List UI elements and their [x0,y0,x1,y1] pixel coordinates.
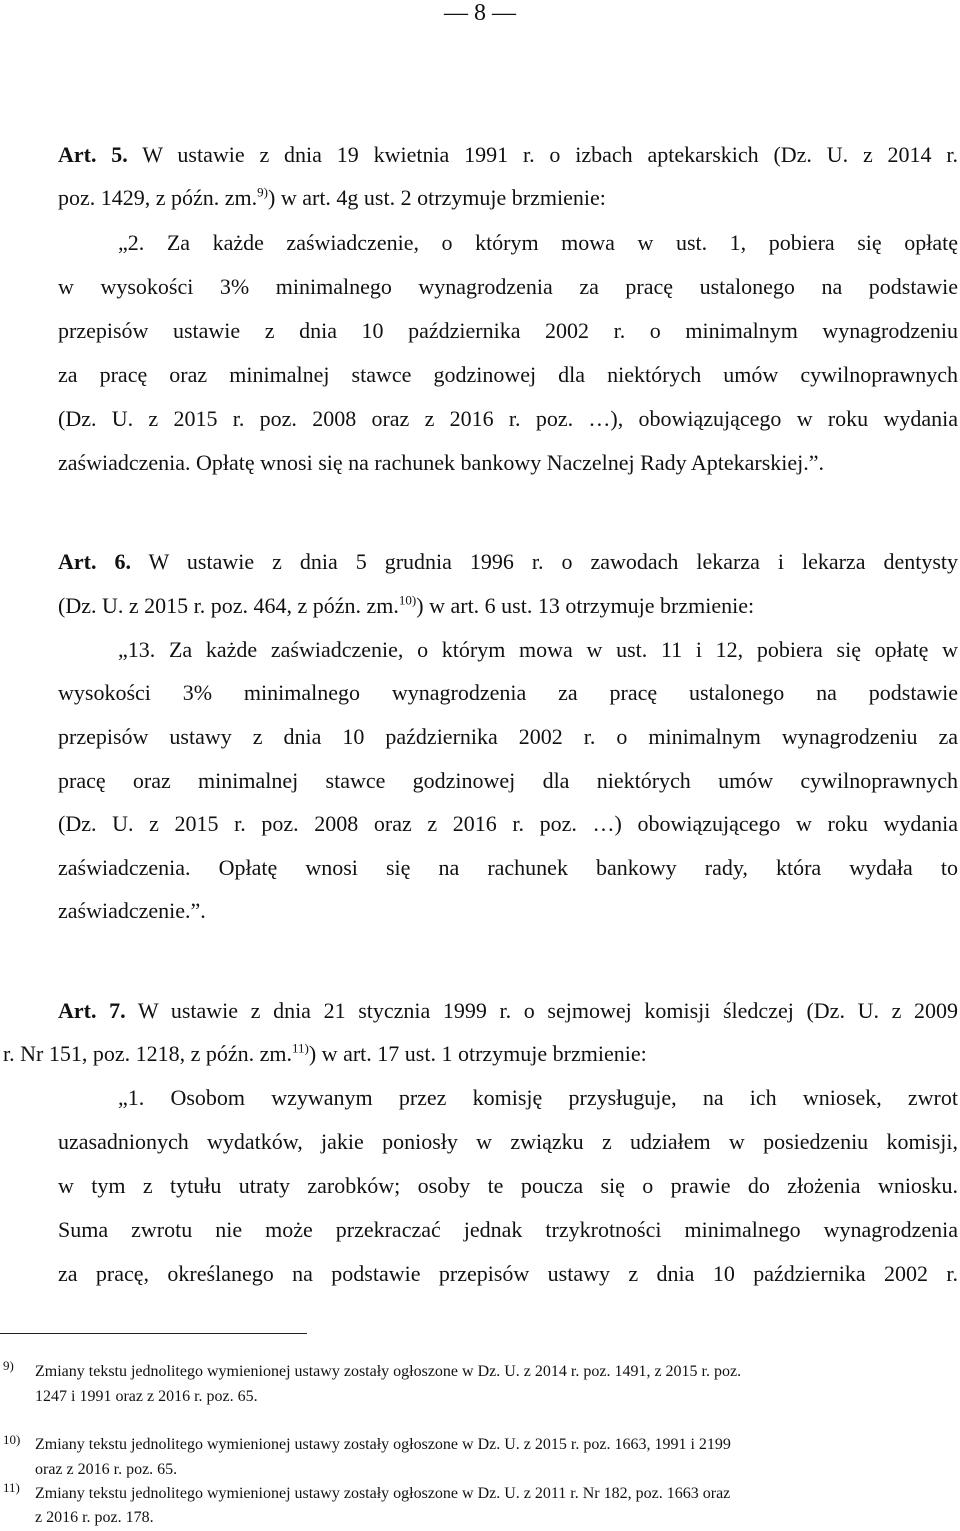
art7-line2-post: ) w art. 17 ust. 1 otrzymuje brzmienie: [308,1041,647,1066]
art6-quote-line: zaświadczenia. Opłatę wnosi się na rachunek bankowy rady, która wydała to [58,855,958,880]
art5-line2-pre: poz. 1429, z późn. zm. [58,185,258,210]
art6-quote-line: przepisów ustawy z dnia 10 października 2002 r. o minimalnym wynagrodzeniu za [58,724,958,749]
art5-label: Art. 5. [58,142,128,167]
footnote-11-line: z 2016 r. poz. 178. [35,1509,154,1526]
art6-line2-pre: (Dz. U. z 2015 r. poz. 464, z późn. zm. [58,593,399,618]
art7-quote-line: w tym z tytułu utraty zarobków; osoby te poucza się o prawie do złożenia wniosku. [58,1173,958,1198]
art5-intro: W ustawie z dnia 19 kwietnia 1991 r. o izbach aptekarskich (Dz. U. z 2014 r. [127,142,958,167]
art5-line1 [58,142,958,168]
art5-quote-line: (Dz. U. z 2015 r. poz. 2008 oraz z 2016 r. poz. …), obowiązującego w roku wydania [58,406,958,431]
art6-line2-post: ) w art. 6 ust. 13 otrzymuje brzmienie: [416,593,755,618]
art5-quote-line: „2. Za każde zaświadczenie, o którym mowa w ust. 1, pobiera się opłatę [118,230,958,255]
footnote-mark-9: 9) [3,1358,14,1373]
footnote-10-line: Zmiany tekstu jednolitego wymienionej ustawy zostały ogłoszone w Dz. U. z 2015 r. poz. 1663, 1991 i 2199 [35,1436,731,1453]
art5-quote-line: w wysokości 3% minimalnego wynagrodzenia za pracę ustalonego na podstawie [58,274,958,299]
footnote-mark-11: 11) [3,1480,20,1495]
footnote-10-line: oraz z 2016 r. poz. 65. [35,1461,178,1478]
footnote-9-line: 1247 i 1991 oraz z 2016 r. poz. 65. [35,1388,258,1405]
art6-label: Art. 6. [58,549,131,574]
footnote-9-line: Zmiany tekstu jednolitego wymienionej ustawy zostały ogłoszone w Dz. U. z 2014 r. poz. 1491, z 2015 r. poz. [35,1363,742,1380]
art5-quote-line: przepisów ustawie z dnia 10 października 2002 r. o minimalnym wynagrodzeniu [58,318,958,343]
footnote-11-line: Zmiany tekstu jednolitego wymienionej ustawy zostały ogłoszone w Dz. U. z 2011 r. Nr 182, poz. 1663 oraz [35,1485,731,1502]
art7-quote-line: uzasadnionych wydatków, jakie poniosły w związku z udziałem w posiedzeniu komisji, [58,1129,958,1154]
art7-line2 [3,1041,647,1067]
art6-intro: W ustawie z dnia 5 grudnia 1996 r. o zawodach lekarza i lekarza dentysty [130,549,958,574]
art6-line1 [58,549,958,575]
art6-quote-line: (Dz. U. z 2015 r. poz. 2008 oraz z 2016 r. poz. …) obowiązującego w roku wydania [58,811,958,836]
art5-line2-post: ) w art. 4g ust. 2 otrzymuje brzmienie: [268,185,606,210]
art6-quote-line: wysokości 3% minimalnego wynagrodzenia za pracę ustalonego na podstawie [58,680,958,705]
footnote-separator [0,1333,307,1334]
art7-line2-pre: r. Nr 151, poz. 1218, z późn. zm. [3,1041,292,1066]
art5-quote-line: za pracę oraz minimalnej stawce godzinowej dla niektórych umów cywilnoprawnych [58,362,958,387]
art6-quote-line: zaświadczenie.”. [58,898,206,923]
art7-intro: W ustawie z dnia 21 stycznia 1999 r. o sejmowej komisji śledczej (Dz. U. z 2009 [125,998,958,1023]
footnote-ref-9: 9) [257,184,269,200]
art7-label: Art. 7. [58,998,126,1023]
art5-quote-line: zaświadczenia. Opłatę wnosi się na rachunek bankowy Naczelnej Rady Aptekarskiej.”. [58,450,825,475]
art5-line2 [58,185,606,211]
page-number: — 8 — [444,0,516,26]
footnote-mark-10: 10) [3,1432,21,1447]
art7-line1 [58,998,958,1024]
art6-quote-line: „13. Za każde zaświadczenie, o którym mowa w ust. 11 i 12, pobiera się opłatę w [118,637,958,662]
art6-line2 [58,593,754,619]
footnote-ref-11: 11) [292,1040,309,1056]
footnote-ref-10: 10) [398,592,417,608]
art7-quote-line: Suma zwrotu nie może przekraczać jednak trzykrotności minimalnego wynagrodzenia [58,1217,958,1242]
art6-quote-line: pracę oraz minimalnej stawce godzinowej dla niektórych umów cywilnoprawnych [58,768,958,793]
art7-quote-line: za pracę, określanego na podstawie przepisów ustawy z dnia 10 października 2002 r. [58,1261,958,1286]
art7-quote-line: „1. Osobom wzywanym przez komisję przysługuje, na ich wniosek, zwrot [118,1085,958,1110]
